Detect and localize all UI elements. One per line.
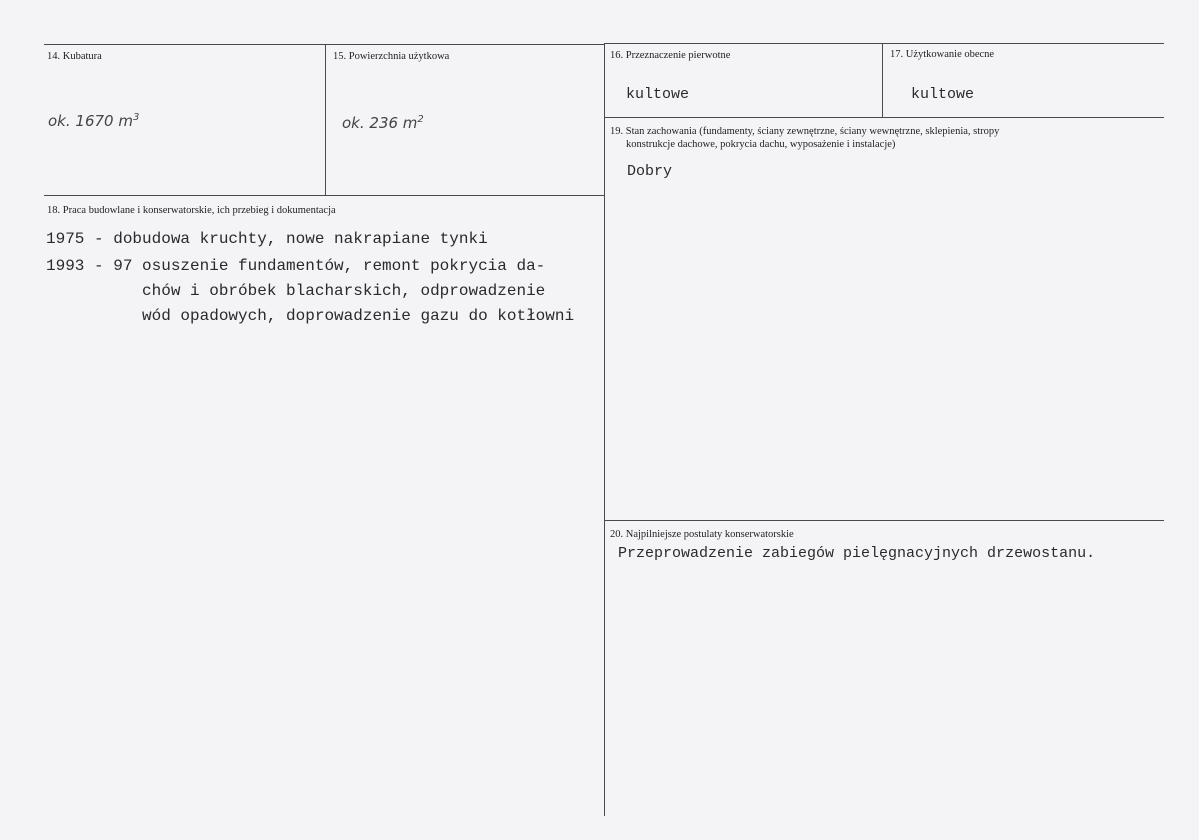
field-15-value [342, 114, 424, 132]
field-20-label: 20. Najpilniejsze postulaty konserwatorskie [610, 529, 794, 540]
field-19-value: Dobry [627, 163, 673, 180]
field-16-label: 16. Przeznaczenie pierwotne [610, 50, 731, 61]
rule-below-14-15 [44, 195, 604, 196]
divider-14-15 [325, 44, 326, 195]
field-15-label: 15. Powierzchnia użytkowa [333, 51, 450, 62]
field-15-value-exponent: 2 [417, 114, 424, 125]
field-14-label: 14. Kubatura [47, 51, 102, 62]
field-20-value: Przeprowadzenie zabiegów pielęgnacyjnych drzewostanu. [618, 545, 1096, 562]
top-rule-left [44, 44, 604, 45]
field-18-line-1: 1975 - dobudowa kruchty, nowe nakrapiane tynki [46, 230, 488, 248]
rule-above-20 [604, 520, 1164, 521]
field-16-value: kultowe [626, 86, 690, 103]
field-14-value-text: ok. 1670 m [48, 112, 133, 130]
field-19-label-line2: konstrukcje dachowe, pokrycia dachu, wyposażenie i instalacje) [626, 139, 896, 150]
divider-16-17 [882, 43, 883, 117]
field-19-label-line1: 19. Stan zachowania (fundamenty, ściany zewnętrzne, ściany wewnętrzne, sklepienia, stropy [610, 126, 1000, 137]
field-14-value [48, 112, 139, 130]
rule-below-16-17 [604, 117, 1164, 118]
field-15-value-text: ok. 236 m [342, 114, 418, 132]
field-18-line-3: chów i obróbek blacharskich, odprowadzenie [46, 282, 546, 300]
top-rule-right [604, 43, 1164, 44]
center-divider [604, 44, 605, 816]
field-17-value: kultowe [911, 86, 975, 103]
field-18-label: 18. Praca budowlane i konserwatorskie, ich przebieg i dokumentacja [47, 205, 336, 216]
field-18-line-2: 1993 - 97 osuszenie fundamentów, remont pokrycia da- [46, 257, 546, 275]
field-14-value-exponent: 3 [132, 112, 140, 123]
field-17-label: 17. Użytkowanie obecne [890, 49, 995, 60]
field-18-line-4: wód opadowych, doprowadzenie gazu do kotłowni [46, 307, 575, 325]
